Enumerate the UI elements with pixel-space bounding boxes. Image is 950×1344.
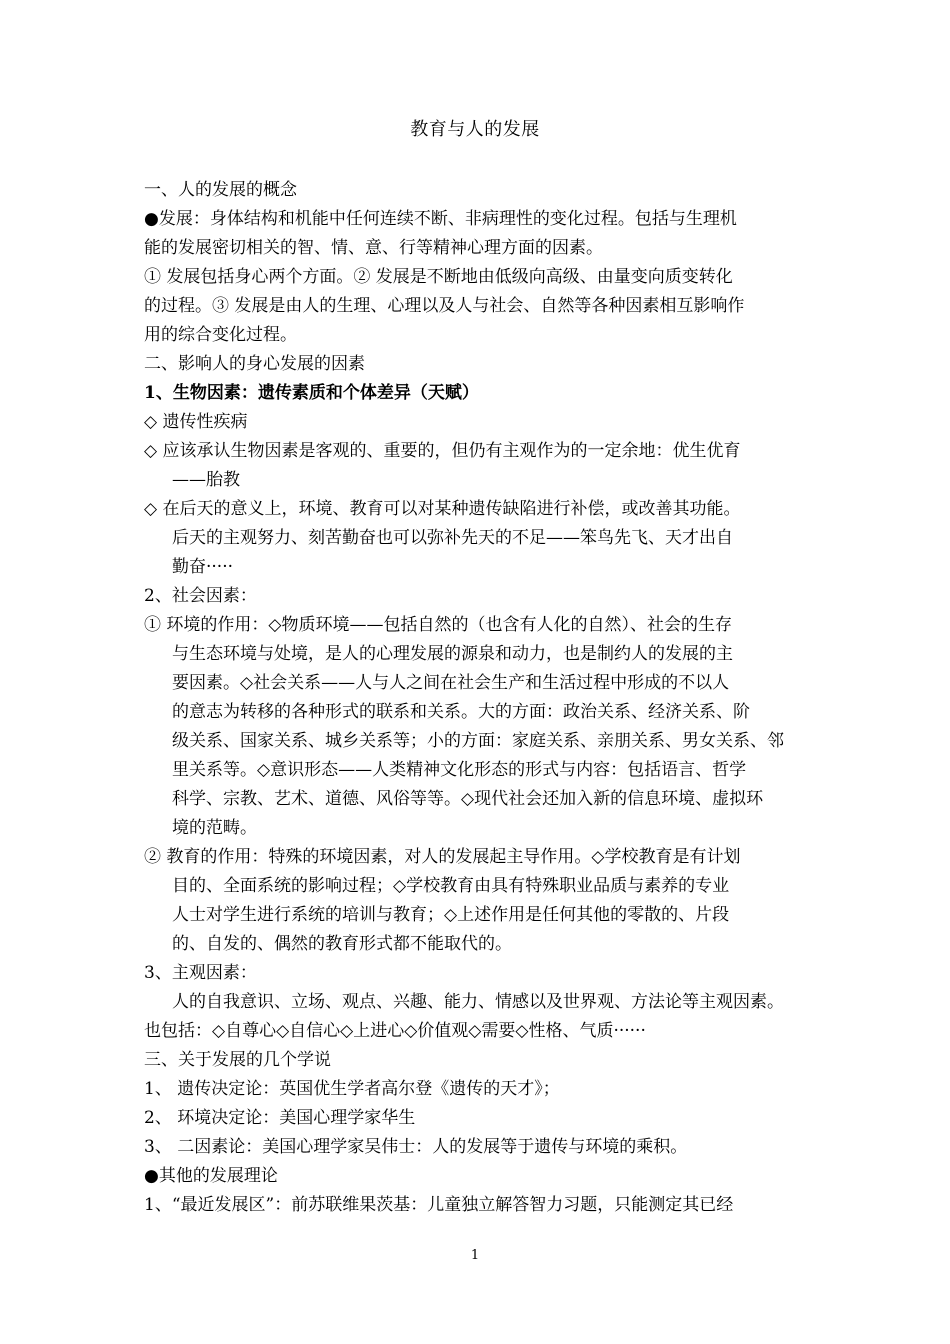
text-line: 人的自我意识、立场、观点、兴趣、能力、情感以及世界观、方法论等主观因素。 xyxy=(172,992,784,1012)
text-line: 要因素。◇社会关系——人与人之间在社会生产和生活过程中形成的不以人 xyxy=(172,673,730,693)
text-line: ◇ 在后天的意义上，环境、教育可以对某种遗传缺陷进行补偿，或改善其功能。 xyxy=(144,499,741,519)
text-line: 科学、宗教、艺术、道德、风俗等等。◇现代社会还加入新的信息环境、虚拟环 xyxy=(172,789,764,809)
text-line: ◇ 遗传性疾病 xyxy=(144,412,248,432)
text-line: 境的范畴。 xyxy=(172,818,257,838)
document-body xyxy=(144,176,814,1220)
text-line: 二、影响人的身心发展的因素 xyxy=(144,354,365,374)
text-line: 也包括：◇自尊心◇自信心◇上进心◇价值观◇需要◇性格、气质······ xyxy=(144,1021,646,1041)
text-line: 的过程。③ 发展是由人的生理、心理以及人与社会、自然等各种因素相互影响作 xyxy=(144,296,745,316)
text-line: 的意志为转移的各种形式的联系和关系。大的方面：政治关系、经济关系、阶 xyxy=(172,702,750,722)
text-line: 1、生物因素：遗传素质和个体差异（天赋） xyxy=(144,383,479,403)
text-line: ●其他的发展理论 xyxy=(144,1166,278,1186)
text-line: ◇ 应该承认生物因素是客观的、重要的，但仍有主观作为的一定余地：优生优育 xyxy=(144,441,741,461)
text-line: 三、关于发展的几个学说 xyxy=(144,1050,331,1070)
text-line: ② 教育的作用：特殊的环境因素，对人的发展起主导作用。◇学校教育是有计划 xyxy=(144,847,741,867)
text-line: 用的综合变化过程。 xyxy=(144,325,297,345)
text-line: ——胎教 xyxy=(172,470,240,490)
text-line: 3、 二因素论：美国心理学家吴伟士：人的发展等于遗传与环境的乘积。 xyxy=(144,1137,688,1157)
text-line: 能的发展密切相关的智、情、意、行等精神心理方面的因素。 xyxy=(144,238,603,258)
text-line: 级关系、国家关系、城乡关系等；小的方面：家庭关系、亲朋关系、男女关系、邻 xyxy=(172,731,784,751)
text-line: 3、主观因素： xyxy=(144,963,257,983)
text-line: 2、社会因素： xyxy=(144,586,257,606)
text-line: 目的、全面系统的影响过程；◇学校教育由具有特殊职业品质与素养的专业 xyxy=(172,876,730,896)
text-line: 里关系等。◇意识形态——人类精神文化形态的形式与内容：包括语言、哲学 xyxy=(172,760,747,780)
text-line: 1、“最近发展区”：前苏联维果茨基：儿童独立解答智力习题，只能测定其已经 xyxy=(144,1195,734,1215)
text-line: ●发展：身体结构和机能中任何连续不断、非病理性的变化过程。包括与生理机 xyxy=(144,209,737,229)
text-line: 后天的主观努力、刻苦勤奋也可以弥补先天的不足——笨鸟先飞、天才出自 xyxy=(172,528,733,548)
text-line: 与生态环境与处境，是人的心理发展的源泉和动力，也是制约人的发展的主 xyxy=(172,644,733,664)
document-title: 教育与人的发展 xyxy=(410,119,540,140)
text-line: ① 发展包括身心两个方面。② 发展是不断地由低级向高级、由量变向质变转化 xyxy=(144,267,733,287)
text-line: ① 环境的作用：◇物质环境——包括自然的（也含有人化的自然）、社会的生存 xyxy=(144,615,732,635)
page-number: 1 xyxy=(470,1248,480,1263)
text-line: 勤奋····· xyxy=(172,557,234,577)
text-line: 1、 遗传决定论：英国优生学者高尔登《遗传的天才》； xyxy=(144,1079,560,1099)
text-line: 2、 环境决定论：美国心理学家华生 xyxy=(144,1108,416,1128)
text-line: 人士对学生进行系统的培训与教育；◇上述作用是任何其他的零散的、片段 xyxy=(172,905,730,925)
text-line: 的、自发的、偶然的教育形式都不能取代的。 xyxy=(172,934,512,954)
text-line: 一、人的发展的概念 xyxy=(144,180,297,200)
